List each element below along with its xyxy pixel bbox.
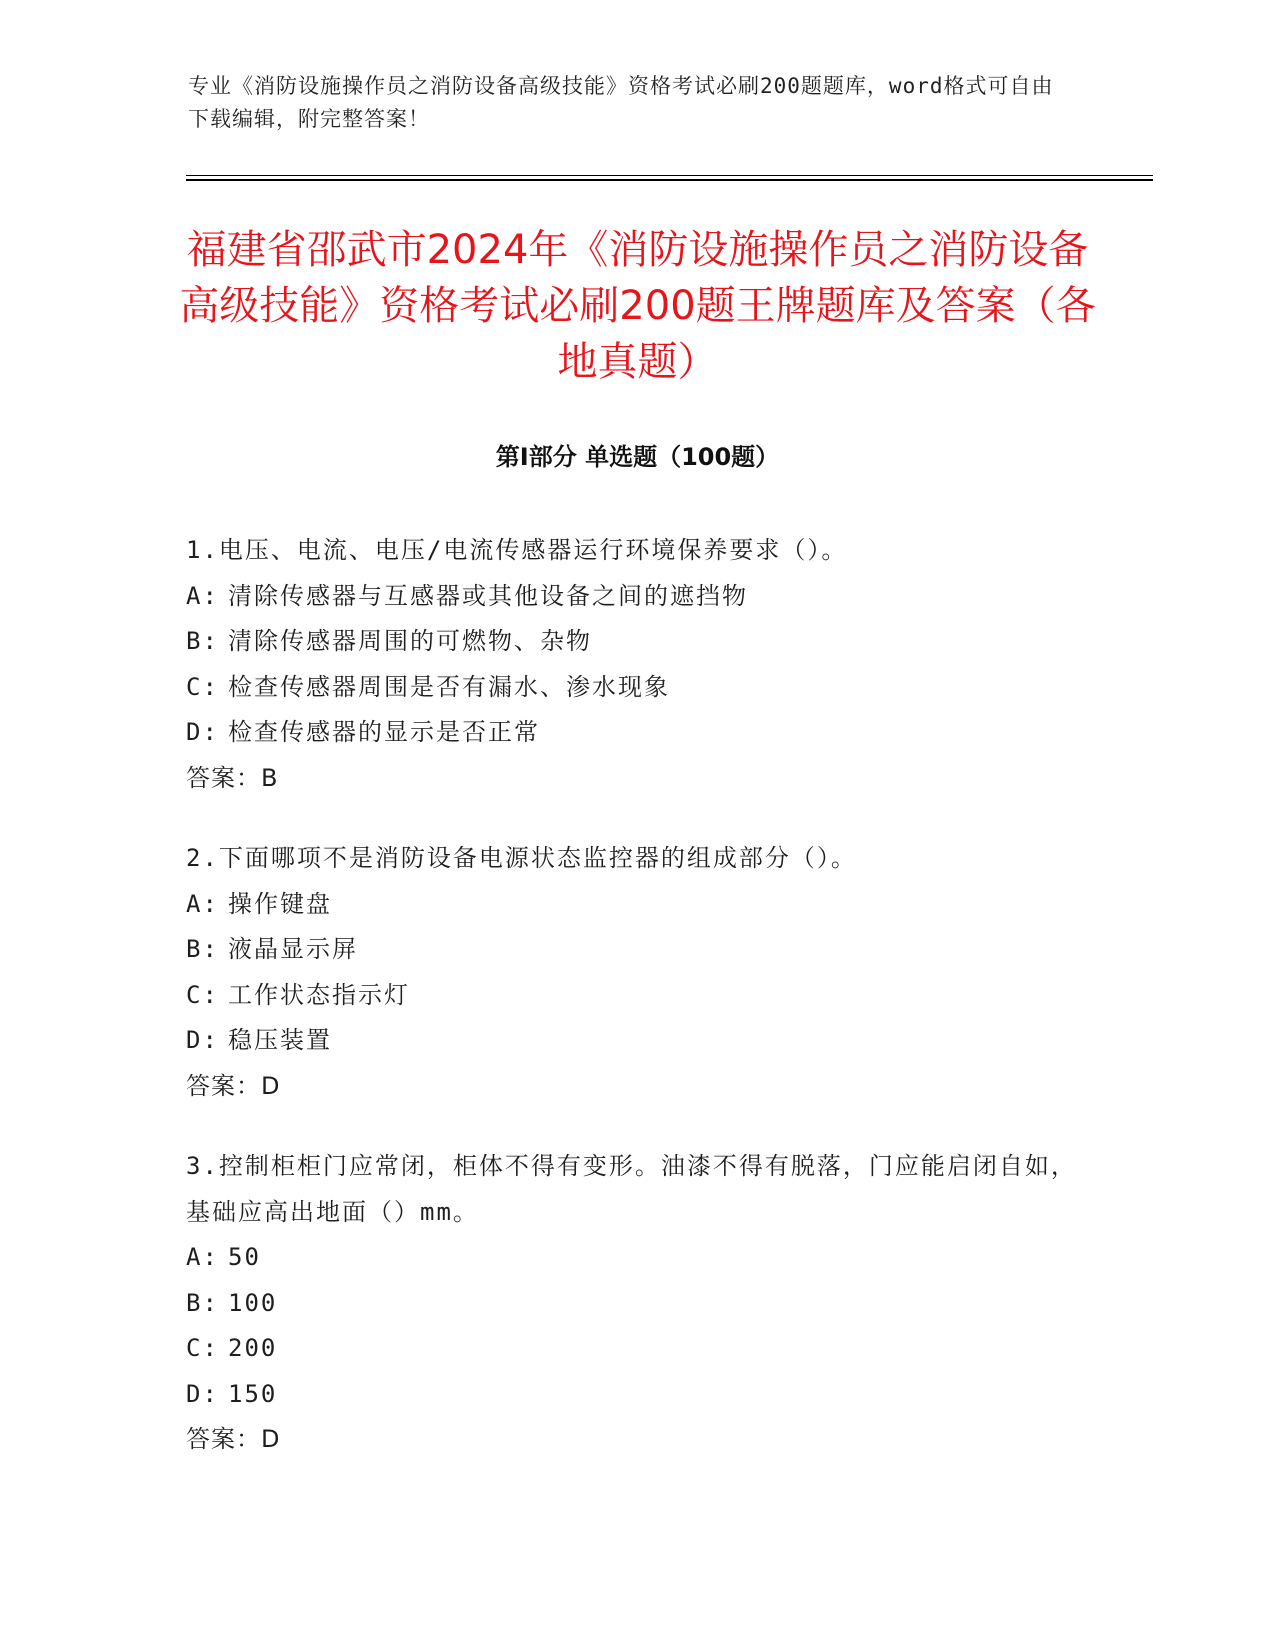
header-note: 专业《消防设施操作员之消防设备高级技能》资格考试必刷200题题库，word格式可自由下载编辑，附完整答案！ xyxy=(188,74,1054,131)
option-key: C: xyxy=(186,980,219,1009)
option-d xyxy=(186,1372,1086,1418)
section-title: 第Ⅰ部分 单选题（100题） xyxy=(495,443,780,471)
answer: 答案：B xyxy=(186,763,279,792)
header-divider-thick xyxy=(186,179,1153,181)
option-c xyxy=(186,1326,1086,1372)
option-text: 稳压装置 xyxy=(228,1026,332,1054)
option-text: 清除传感器周围的可燃物、杂物 xyxy=(228,627,592,655)
option-text: 检查传感器的显示是否正常 xyxy=(228,718,540,746)
option-b xyxy=(186,1281,1086,1327)
option-key: A: xyxy=(186,889,219,918)
option-text: 50 xyxy=(228,1243,261,1271)
question-stem: 2.下面哪项不是消防设备电源状态监控器的组成部分（）。 xyxy=(186,844,857,872)
option-d xyxy=(186,1018,1086,1064)
option-c xyxy=(186,665,1086,711)
question-2 xyxy=(186,836,1086,1109)
option-text: 150 xyxy=(228,1379,278,1408)
question-1 xyxy=(186,528,1086,801)
option-key: D: xyxy=(186,1026,219,1054)
option-a xyxy=(186,1235,1086,1281)
option-key: B: xyxy=(186,935,219,963)
option-key: C: xyxy=(186,1334,219,1362)
option-key: A: xyxy=(186,1243,219,1271)
option-key: B: xyxy=(186,1288,219,1317)
option-text: 液晶显示屏 xyxy=(228,935,358,963)
option-key: A: xyxy=(186,581,219,610)
option-c xyxy=(186,973,1086,1019)
option-a xyxy=(186,574,1086,620)
option-text: 100 xyxy=(228,1288,278,1317)
option-key: C: xyxy=(186,672,219,701)
option-key: D: xyxy=(186,1379,219,1408)
option-text: 操作键盘 xyxy=(228,889,332,918)
option-a xyxy=(186,882,1086,928)
question-stem: 1.电压、电流、电压/电流传感器运行环境保养要求（）。 xyxy=(186,536,848,564)
option-d xyxy=(186,710,1086,756)
answer: 答案：D xyxy=(186,1425,281,1453)
question-list xyxy=(186,528,1086,1498)
option-text: 检查传感器周围是否有漏水、渗水现象 xyxy=(228,672,670,701)
option-text: 清除传感器与互感器或其他设备之间的遮挡物 xyxy=(228,581,748,610)
document-title: 福建省邵武市2024年《消防设施操作员之消防设备高级技能》资格考试必刷200题王牌题库及答案（各地真题） xyxy=(179,227,1096,385)
option-key: D: xyxy=(186,718,219,746)
option-key: B: xyxy=(186,627,219,655)
question-3 xyxy=(186,1144,1086,1463)
header-divider-thin xyxy=(186,175,1153,176)
option-text: 工作状态指示灯 xyxy=(228,980,410,1009)
answer: 答案：D xyxy=(186,1071,281,1100)
option-text: 200 xyxy=(228,1334,278,1362)
question-stem: 3.控制柜柜门应常闭，柜体不得有变形。油漆不得有脱落，门应能启闭自如，基础应高出地面（）mm。 xyxy=(186,1152,1077,1226)
option-b xyxy=(186,927,1086,973)
option-b xyxy=(186,619,1086,665)
